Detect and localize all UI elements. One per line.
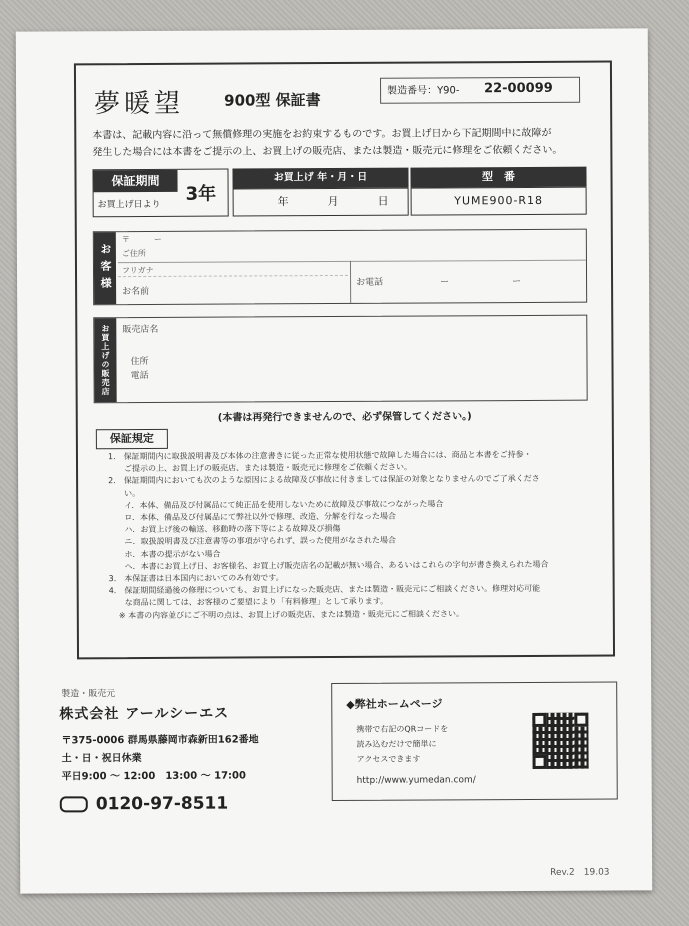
intro-line-1: 本書は、記載内容に沿って無償修理の実施をお約束するものです。お買上げ日から下記期間中に故障が bbox=[92, 127, 552, 142]
store-label: お買上げの販売店 bbox=[94, 318, 116, 402]
customer-section bbox=[93, 229, 587, 306]
phone-label: お電話 bbox=[356, 277, 384, 288]
phone-dash: ー bbox=[512, 277, 522, 288]
terms-item: ご提示の上、お買上げの販売店、または製造・販売元に修理をご依頼ください。 bbox=[108, 462, 413, 474]
divider bbox=[118, 260, 586, 263]
day-label: 日 bbox=[377, 194, 389, 208]
terms-list bbox=[94, 449, 607, 623]
terms-item: 2. 保証期間内においても次のような原因による故障及び事故に付きましては保証の対象となりませんのでご了承くださ bbox=[108, 474, 540, 486]
period-label: 保証期間 bbox=[93, 170, 177, 192]
customer-label: お客様 bbox=[94, 232, 116, 304]
homepage-line-2: 読み込むだけで簡単に bbox=[356, 739, 437, 749]
homepage-line-3: アクセスできます bbox=[356, 754, 421, 764]
warranty-period-box bbox=[92, 169, 228, 218]
intro-text bbox=[92, 125, 602, 162]
furigana-label: フリガナ bbox=[121, 265, 154, 276]
model-number-value: YUME900-R18 bbox=[411, 187, 587, 216]
keep-notice: (本書は再発行できませんので、必ず保管してください。) bbox=[217, 411, 472, 424]
company-address: 〒375-0006 群馬県藤岡市森新田162番地 bbox=[61, 734, 259, 747]
store-address-label: 住所 bbox=[130, 356, 149, 368]
homepage-title: ◆弊社ホームページ bbox=[346, 697, 443, 711]
purchase-date-header: お買上げ 年・月・日 bbox=[232, 168, 408, 189]
terms-item: な商品に関しては、お客様のご要望により「有料修理」として承ります。 bbox=[108, 597, 389, 608]
intro-line-2: 発生した場合には本書をご提示の上、お買上げの販売店、または製造・販売元に修理をご依頼ください。 bbox=[92, 144, 563, 159]
terms-title: 保証規定 bbox=[96, 429, 168, 449]
revision-label: Rev.2 19.03 bbox=[550, 867, 610, 878]
serial-number: 22-00099 bbox=[484, 80, 553, 97]
store-phone-label: 電話 bbox=[130, 370, 149, 382]
period-value: 3年 bbox=[185, 183, 217, 205]
terms-item: 3. 本保証書は日本国内においてのみ有効です。 bbox=[108, 573, 284, 584]
model-title: 900型 保証書 bbox=[224, 91, 321, 110]
warranty-sheet bbox=[16, 28, 653, 893]
postal-code: 〒 ー bbox=[121, 234, 162, 245]
terms-item: ヘ．本書にお買上げ日、お客様名、お買上げ販売店名の記載が無い場合、あるいはこれらの字句が書き換えられた場合 bbox=[124, 559, 549, 571]
qr-finder bbox=[532, 713, 546, 727]
month-label: 月 bbox=[327, 194, 339, 209]
homepage-line-1: 携帯で右記のQRコードを bbox=[356, 724, 449, 734]
free-dial-icon bbox=[60, 796, 88, 812]
company-name: 株式会社 アールシーエス bbox=[59, 705, 230, 723]
divider bbox=[118, 275, 348, 277]
brand-logo: 夢暖望 bbox=[94, 88, 185, 120]
homepage-url[interactable]: http://www.yumedan.com/ bbox=[356, 775, 476, 786]
store-name-label: 販売店名 bbox=[122, 324, 159, 336]
period-sub: お買上げ日より bbox=[97, 199, 161, 211]
maker-label: 製造・販売元 bbox=[61, 689, 116, 700]
terms-item: ニ．取扱説明書及び注意書等の事項が守られず、誤った使用がなされた場合 bbox=[124, 536, 397, 547]
purchase-date-field[interactable] bbox=[233, 188, 409, 217]
qr-finder bbox=[533, 755, 547, 769]
divider bbox=[350, 261, 351, 303]
company-hours: 平日9:00 ～ 12:00 13:00 ～ 17:00 bbox=[61, 770, 246, 783]
terms-item: ロ．本体、備品及び付属品にて弊社以外で修理、改造、分解を行なった場合 bbox=[124, 511, 397, 523]
phone-dash: ー bbox=[440, 277, 450, 288]
homepage-box bbox=[331, 682, 618, 801]
store-section bbox=[93, 315, 587, 404]
terms-item: い。 bbox=[108, 488, 141, 498]
terms-item: 4. 保証期間経過後の修理についても、お買上げになった販売店、または製造・販売元にご相談ください。修理対応可能 bbox=[108, 584, 541, 596]
name-label: お名前 bbox=[122, 286, 150, 298]
terms-item: 1. 保証期間内に取扱説明書及び本体の注意書きに従った正常な使用状態で故障した場合には、商品と本書をご持参・ bbox=[107, 449, 532, 462]
company-holidays: 土・日・祝日休業 bbox=[61, 753, 142, 765]
phone-number: 0120-97-8511 bbox=[95, 793, 229, 815]
warranty-frame bbox=[74, 61, 615, 660]
serial-label: 製造番号：Y90- bbox=[387, 85, 460, 97]
terms-item: イ．本体、備品及び付属品にて純正品を使用しないために故障及び事故につながった場合 bbox=[124, 499, 444, 510]
address-label: ご住所 bbox=[121, 248, 146, 259]
terms-item: ホ．本書の提示がない場合 bbox=[124, 549, 221, 559]
year-label: 年 bbox=[277, 195, 289, 209]
free-dial[interactable] bbox=[60, 794, 229, 815]
qr-code-icon[interactable] bbox=[532, 713, 588, 769]
model-number-header: 型 番 bbox=[410, 167, 586, 188]
qr-finder bbox=[574, 713, 588, 727]
terms-item: ハ．お買上げ後の輸送、移動時の落下等による故障及び損傷 bbox=[124, 524, 341, 535]
terms-item: ※ 本書の内容並びにご不明の点は、お買上げの販売店、または製造・販売元にご相談ください。 bbox=[118, 608, 465, 620]
